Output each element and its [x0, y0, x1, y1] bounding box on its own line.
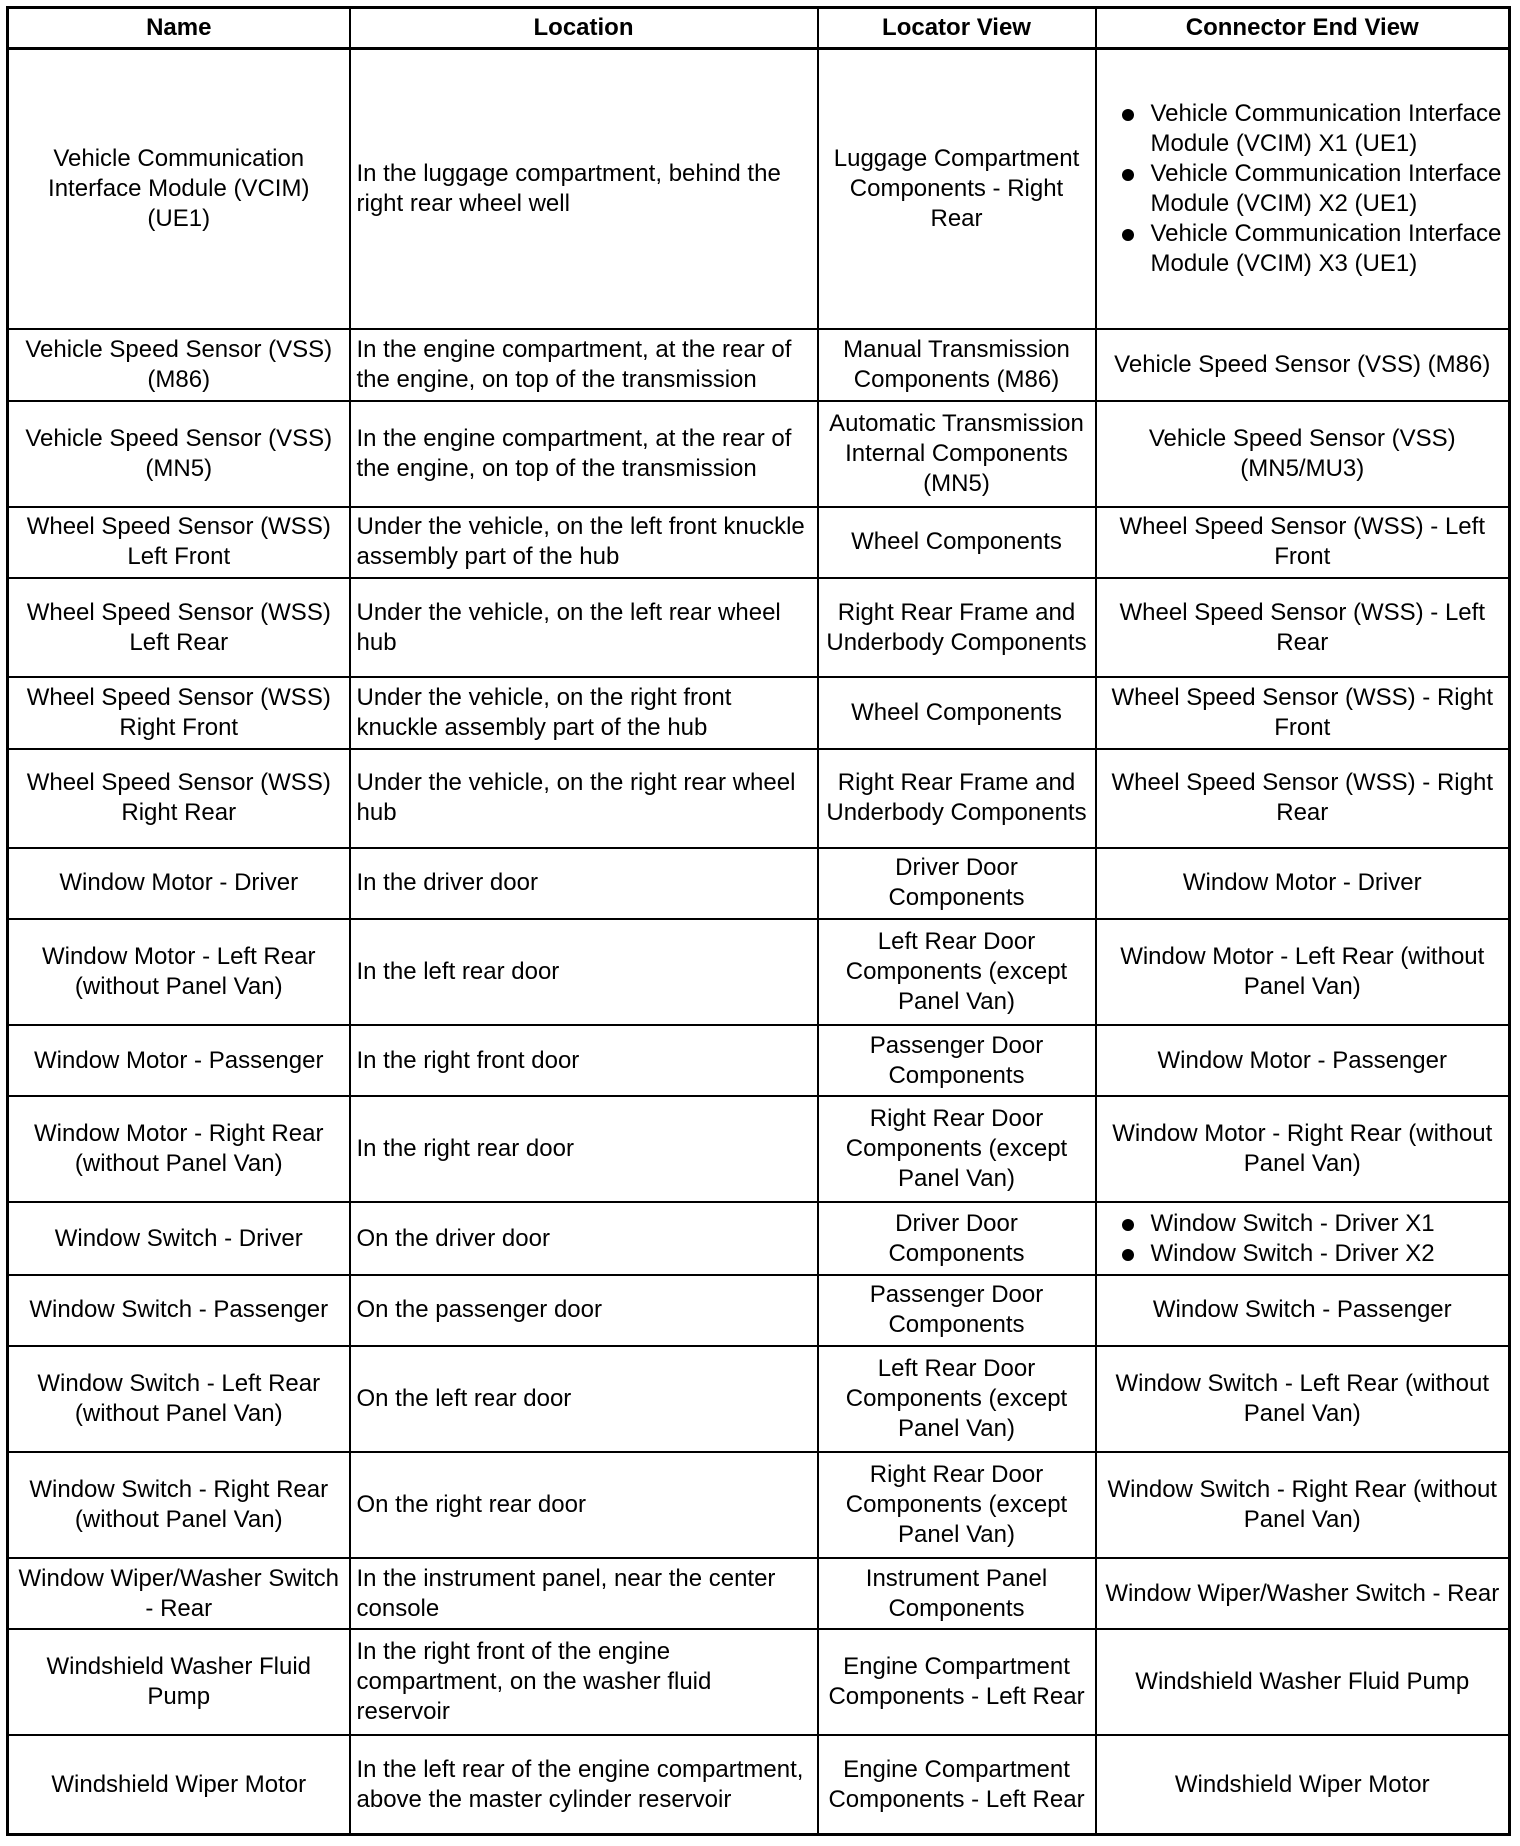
header-connector-end-view: Connector End View	[1096, 8, 1510, 49]
cell-location: Under the vehicle, on the right rear wheel hub	[350, 749, 818, 848]
cell-connector-end-view: Window Wiper/Washer Switch - Rear	[1096, 1558, 1510, 1629]
connector-bullet-list	[1103, 1209, 1503, 1269]
cell-locator-view: Instrument Panel Components	[818, 1558, 1096, 1629]
cell-location: On the passenger door	[350, 1275, 818, 1346]
cell-location: Under the vehicle, on the right front knuckle assembly part of the hub	[350, 677, 818, 748]
cell-connector-end-view: Windshield Washer Fluid Pump	[1096, 1629, 1510, 1735]
connector-bullet-item: Vehicle Communication Interface Module (VCIM) X1 (UE1)	[1103, 99, 1503, 159]
cell-name: Window Switch - Passenger	[8, 1275, 350, 1346]
cell-location: On the left rear door	[350, 1346, 818, 1452]
header-name: Name	[8, 8, 350, 49]
table-row	[8, 848, 1510, 919]
cell-name: Vehicle Speed Sensor (VSS) (M86)	[8, 329, 350, 400]
cell-connector-end-view: Wheel Speed Sensor (WSS) - Left Front	[1096, 507, 1510, 578]
cell-location: In the right rear door	[350, 1096, 818, 1202]
table-row	[8, 401, 1510, 507]
cell-name: Window Wiper/Washer Switch - Rear	[8, 1558, 350, 1629]
table-row	[8, 1346, 1510, 1452]
table-row	[8, 1096, 1510, 1202]
cell-location: In the engine compartment, at the rear of the engine, on top of the transmission	[350, 329, 818, 400]
cell-location: On the driver door	[350, 1202, 818, 1275]
table-row	[8, 507, 1510, 578]
cell-connector-end-view: Vehicle Speed Sensor (VSS) (MN5/MU3)	[1096, 401, 1510, 507]
table-row	[8, 1629, 1510, 1735]
cell-name: Windshield Washer Fluid Pump	[8, 1629, 350, 1735]
cell-name: Wheel Speed Sensor (WSS) Right Front	[8, 677, 350, 748]
cell-locator-view: Driver Door Components	[818, 848, 1096, 919]
table-row	[8, 919, 1510, 1025]
cell-location: On the right rear door	[350, 1452, 818, 1558]
table-row	[8, 749, 1510, 848]
cell-locator-view: Engine Compartment Components - Left Rear	[818, 1629, 1096, 1735]
cell-locator-view: Right Rear Frame and Underbody Components	[818, 749, 1096, 848]
cell-connector-end-view: Wheel Speed Sensor (WSS) - Left Rear	[1096, 578, 1510, 677]
cell-connector-end-view: Window Switch - Left Rear (without Panel Van)	[1096, 1346, 1510, 1452]
cell-locator-view: Left Rear Door Components (except Panel Van)	[818, 1346, 1096, 1452]
cell-name: Window Motor - Passenger	[8, 1025, 350, 1096]
cell-locator-view: Right Rear Door Components (except Panel Van)	[818, 1096, 1096, 1202]
cell-location: In the left rear of the engine compartment, above the master cylinder reservoir	[350, 1735, 818, 1834]
cell-name: Window Motor - Driver	[8, 848, 350, 919]
component-locator-table	[6, 6, 1511, 1836]
cell-locator-view: Engine Compartment Components - Left Rear	[818, 1735, 1096, 1834]
cell-connector-end-view: Vehicle Speed Sensor (VSS) (M86)	[1096, 329, 1510, 400]
cell-locator-view: Passenger Door Components	[818, 1275, 1096, 1346]
cell-name: Window Motor - Right Rear (without Panel Van)	[8, 1096, 350, 1202]
cell-location: In the instrument panel, near the center console	[350, 1558, 818, 1629]
cell-locator-view: Manual Transmission Components (M86)	[818, 329, 1096, 400]
cell-location: Under the vehicle, on the left rear wheel hub	[350, 578, 818, 677]
cell-name: Wheel Speed Sensor (WSS) Left Front	[8, 507, 350, 578]
cell-locator-view: Passenger Door Components	[818, 1025, 1096, 1096]
cell-locator-view: Left Rear Door Components (except Panel Van)	[818, 919, 1096, 1025]
cell-name: Wheel Speed Sensor (WSS) Left Rear	[8, 578, 350, 677]
table-row	[8, 677, 1510, 748]
cell-name: Window Switch - Driver	[8, 1202, 350, 1275]
cell-name: Vehicle Speed Sensor (VSS) (MN5)	[8, 401, 350, 507]
cell-connector-end-view: Window Motor - Left Rear (without Panel Van)	[1096, 919, 1510, 1025]
cell-location: In the driver door	[350, 848, 818, 919]
table-body	[8, 49, 1510, 1835]
connector-bullet-item: Vehicle Communication Interface Module (VCIM) X3 (UE1)	[1103, 219, 1503, 279]
cell-locator-view: Right Rear Door Components (except Panel Van)	[818, 1452, 1096, 1558]
connector-bullet-item: Window Switch - Driver X2	[1103, 1239, 1503, 1269]
cell-locator-view: Automatic Transmission Internal Components (MN5)	[818, 401, 1096, 507]
header-location: Location	[350, 8, 818, 49]
cell-connector-end-view: Window Motor - Right Rear (without Panel Van)	[1096, 1096, 1510, 1202]
cell-locator-view: Luggage Compartment Components - Right Rear	[818, 49, 1096, 330]
cell-name: Window Motor - Left Rear (without Panel Van)	[8, 919, 350, 1025]
cell-location: In the right front door	[350, 1025, 818, 1096]
connector-bullet-item: Vehicle Communication Interface Module (VCIM) X2 (UE1)	[1103, 159, 1503, 219]
table-row	[8, 49, 1510, 330]
connector-bullet-list	[1103, 99, 1503, 279]
cell-connector-end-view	[1096, 49, 1510, 330]
cell-name: Vehicle Communication Interface Module (VCIM) (UE1)	[8, 49, 350, 330]
header-locator-view: Locator View	[818, 8, 1096, 49]
cell-connector-end-view: Window Switch - Right Rear (without Panel Van)	[1096, 1452, 1510, 1558]
table-header	[8, 8, 1510, 49]
cell-location: In the left rear door	[350, 919, 818, 1025]
table-row	[8, 329, 1510, 400]
table-row	[8, 1735, 1510, 1834]
cell-connector-end-view: Window Motor - Driver	[1096, 848, 1510, 919]
cell-connector-end-view: Window Switch - Passenger	[1096, 1275, 1510, 1346]
cell-locator-view: Right Rear Frame and Underbody Components	[818, 578, 1096, 677]
cell-location: In the luggage compartment, behind the right rear wheel well	[350, 49, 818, 330]
table-row	[8, 578, 1510, 677]
cell-locator-view: Driver Door Components	[818, 1202, 1096, 1275]
cell-locator-view: Wheel Components	[818, 677, 1096, 748]
cell-location: In the right front of the engine compartment, on the washer fluid reservoir	[350, 1629, 818, 1735]
cell-name: Window Switch - Left Rear (without Panel Van)	[8, 1346, 350, 1452]
header-row	[8, 8, 1510, 49]
cell-locator-view: Wheel Components	[818, 507, 1096, 578]
cell-connector-end-view: Wheel Speed Sensor (WSS) - Right Front	[1096, 677, 1510, 748]
cell-name: Window Switch - Right Rear (without Panel Van)	[8, 1452, 350, 1558]
table-row	[8, 1558, 1510, 1629]
cell-connector-end-view: Window Motor - Passenger	[1096, 1025, 1510, 1096]
cell-connector-end-view: Wheel Speed Sensor (WSS) - Right Rear	[1096, 749, 1510, 848]
table-row	[8, 1025, 1510, 1096]
table-row	[8, 1452, 1510, 1558]
cell-name: Windshield Wiper Motor	[8, 1735, 350, 1834]
table-row	[8, 1275, 1510, 1346]
connector-bullet-item: Window Switch - Driver X1	[1103, 1209, 1503, 1239]
cell-location: Under the vehicle, on the left front knuckle assembly part of the hub	[350, 507, 818, 578]
cell-name: Wheel Speed Sensor (WSS) Right Rear	[8, 749, 350, 848]
cell-location: In the engine compartment, at the rear of the engine, on top of the transmission	[350, 401, 818, 507]
cell-connector-end-view: Windshield Wiper Motor	[1096, 1735, 1510, 1834]
table-row	[8, 1202, 1510, 1275]
cell-connector-end-view	[1096, 1202, 1510, 1275]
